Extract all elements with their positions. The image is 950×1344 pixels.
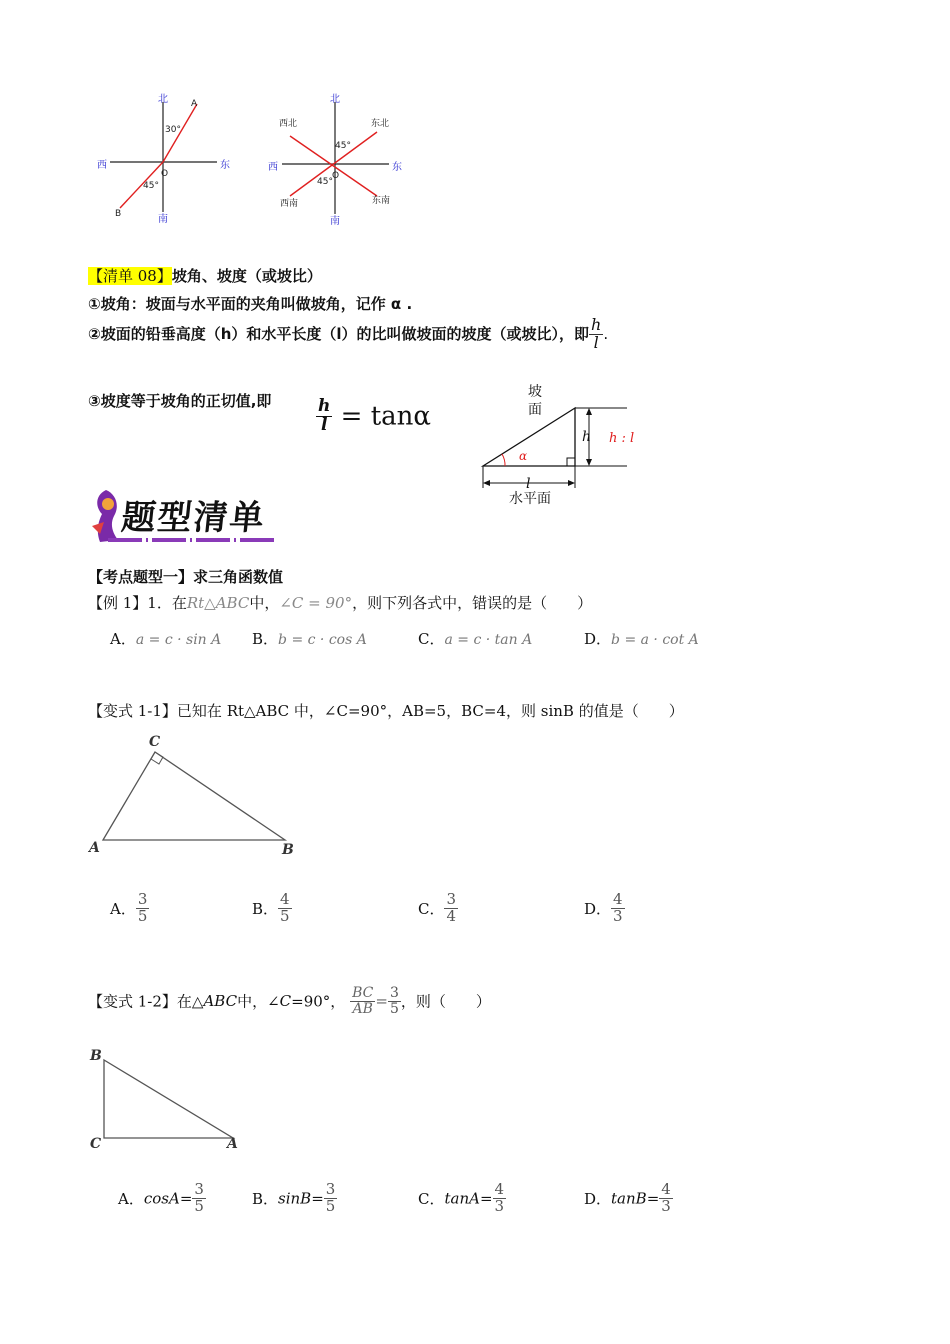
angle-label: 30° xyxy=(165,125,181,135)
variant-1-1-option-d[interactable]: D． $\frac{4}{3}$ xyxy=(584,890,623,925)
point-b-label: B xyxy=(115,209,122,219)
definition-line-2: ②坡面的铅垂高度（h）和水平长度（l）的比叫做坡面的坡度（或坡比），即 $\frac{h}{l}$ . xyxy=(88,315,609,352)
banner-underline xyxy=(108,538,278,542)
horizontal-label: 水平面 xyxy=(509,491,551,507)
north-label: 北 xyxy=(158,94,168,105)
triangle-diagram-1 xyxy=(85,730,305,860)
definition-text: ②坡面的铅垂高度（h）和水平长度（l）的比叫做坡面的坡度（或坡比），即 xyxy=(88,324,590,343)
section-tag: 【清单 08】 xyxy=(88,267,172,285)
variant-1-1-option-b[interactable]: B． $\frac{4}{5}$ xyxy=(252,890,290,925)
east-label: 东 xyxy=(220,160,230,171)
east-label: 东 xyxy=(392,162,402,173)
length-label: l xyxy=(526,476,531,492)
topic-header: 【考点题型一】求三角函数值 xyxy=(88,568,284,586)
southwest-label: 西南 xyxy=(280,199,299,209)
west-label: 西 xyxy=(97,160,107,171)
south-label: 南 xyxy=(330,216,340,227)
variant-1-2-option-b[interactable]: B．sinB= $\frac{3}{5}$ xyxy=(252,1180,336,1215)
variant-1-2-option-d[interactable]: D．tanB= $\frac{4}{3}$ xyxy=(584,1180,671,1215)
section-banner xyxy=(86,486,281,548)
vertex-c-label: C xyxy=(149,734,161,750)
variant-1-1-question: 【变式 1-1】已知在 Rt△ABC 中，∠C=90°，AB=5，BC=4，则 sinB 的值是（ ） xyxy=(88,702,684,720)
point-a-label: A xyxy=(191,99,198,109)
compass-diagram-1 xyxy=(95,92,235,227)
slope-label-top: 坡 xyxy=(528,384,542,400)
slope-diagram xyxy=(475,378,645,508)
west-label: 西 xyxy=(268,162,278,173)
section-title: 坡角、坡度（或坡比） xyxy=(171,267,322,285)
vertex-b-label: B xyxy=(90,1048,102,1064)
south-label: 南 xyxy=(158,214,168,225)
northeast-label: 东北 xyxy=(371,119,390,129)
triangle-diagram-2 xyxy=(85,1040,255,1155)
variant-1-1-option-c[interactable]: C． $\frac{3}{4}$ xyxy=(418,890,457,925)
section-heading xyxy=(88,265,322,286)
southeast-label: 东南 xyxy=(372,196,391,206)
variant-1-2-question: 【变式 1-2】在△ABC中，∠C=90°， $\frac{BC}{AB}$ = $\frac{3}{5}$ ，则（ ） xyxy=(88,985,491,1017)
example-1-question: 【例 1】1．在Rt△ABC中，∠C = 90°，则下列各式中，错误的是（ ） xyxy=(88,594,593,612)
northwest-label: 西北 xyxy=(279,119,298,129)
compass-diagram-2 xyxy=(265,92,410,227)
vertex-c-label: C xyxy=(90,1136,102,1152)
variant-1-2-option-a[interactable]: A．cosA= $\frac{3}{5}$ xyxy=(118,1180,204,1215)
ratio-fraction: $\frac{h}{l}$ xyxy=(591,315,602,352)
example-1-option-b[interactable]: B．b = c · cos A xyxy=(252,630,367,648)
angle-label: 45° xyxy=(143,181,159,191)
origin-label: O xyxy=(332,171,340,181)
vertex-a-label: A xyxy=(89,840,100,856)
definition-line-1: ①坡角：坡面与水平面的夹角叫做坡角，记作 α . xyxy=(88,295,413,313)
vertex-b-label: B xyxy=(282,842,294,858)
variant-1-1-option-a[interactable]: A． $\frac{3}{5}$ xyxy=(110,890,148,925)
slope-label-bottom: 面 xyxy=(528,402,542,418)
vertex-a-label: A xyxy=(227,1136,238,1152)
example-1-option-c[interactable]: C．a = c · tan A xyxy=(418,630,533,648)
example-1-option-d[interactable]: D．b = a · cot A xyxy=(584,630,699,648)
origin-label: O xyxy=(161,169,169,179)
angle-label: 45° xyxy=(335,141,351,151)
tangent-formula: $\frac{h}{l}$ = tanα xyxy=(318,396,431,435)
example-1-option-a[interactable]: A．a = c · sin A xyxy=(110,630,222,648)
alpha-label: α xyxy=(519,449,528,463)
ratio-label: h : l xyxy=(609,431,635,446)
angle-label: 45° xyxy=(317,177,333,187)
definition-line-3: ③坡度等于坡角的正切值,即 xyxy=(88,392,272,410)
variant-1-2-option-c[interactable]: C．tanA= $\frac{4}{3}$ xyxy=(418,1180,505,1215)
height-label: h xyxy=(582,429,592,445)
north-label: 北 xyxy=(330,94,340,105)
banner-title: 题型清单 xyxy=(119,498,268,538)
